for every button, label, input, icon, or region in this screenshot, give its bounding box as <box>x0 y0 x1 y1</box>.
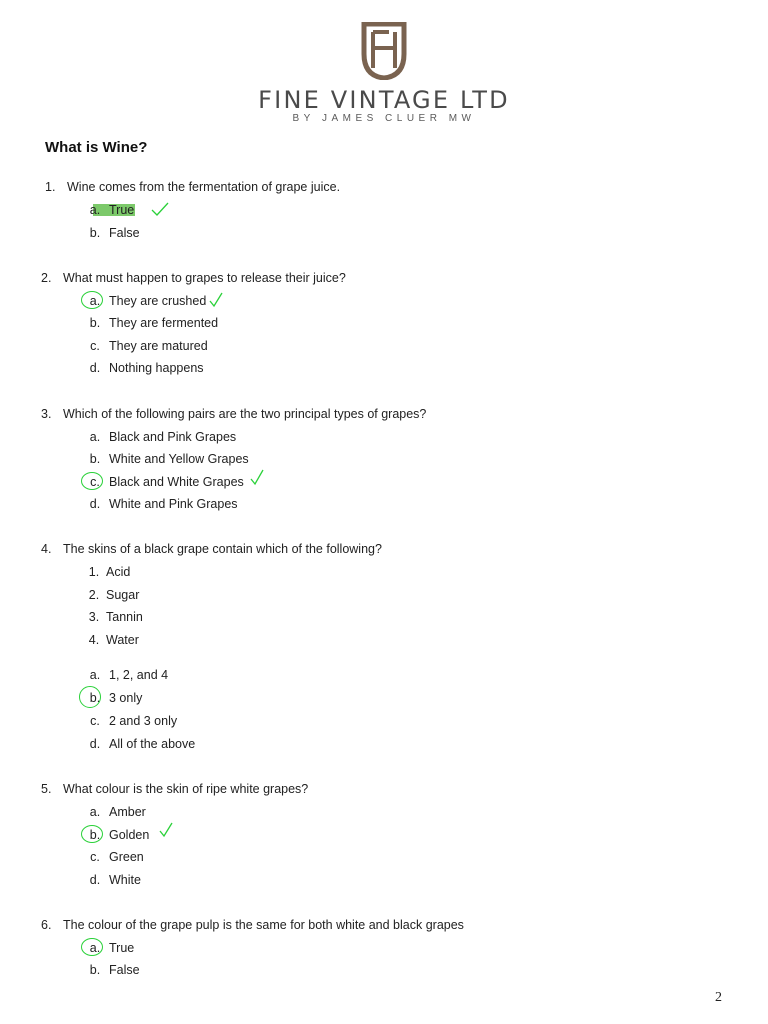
question-text: What colour is the skin of ripe white grapes? <box>63 782 309 796</box>
option-text: True <box>109 203 135 217</box>
question-number: 5. <box>41 782 52 796</box>
option-marker: a. <box>89 430 101 444</box>
question-text: Which of the following pairs are the two principal types of grapes? <box>63 407 427 421</box>
option-text: Nothing happens <box>109 361 204 375</box>
item-text: Acid <box>106 565 131 579</box>
option-marker: a. <box>89 668 101 682</box>
checkmark-icon <box>150 201 170 217</box>
question-number: 1. <box>45 180 56 194</box>
option-text: White <box>109 873 141 887</box>
question-number: 4. <box>41 542 52 556</box>
item-text: Tannin <box>106 610 143 624</box>
item-text: Water <box>106 633 139 647</box>
option-marker: b. <box>89 963 101 977</box>
checkmark-icon <box>158 822 174 838</box>
option-text: True <box>109 941 135 955</box>
option-marker: d. <box>89 873 101 887</box>
option-text: 3 only <box>109 691 143 705</box>
option-marker: b. <box>89 316 101 330</box>
option-marker: b. <box>89 828 101 842</box>
option-marker: c. <box>90 850 100 864</box>
option-marker: c. <box>90 714 100 728</box>
option-marker: c. <box>90 339 100 353</box>
option-marker: a. <box>89 203 101 217</box>
question-text: What must happen to grapes to release their juice? <box>63 271 346 285</box>
question-text: The skins of a black grape contain which of the following? <box>63 542 382 556</box>
page-number: 2 <box>715 990 722 1005</box>
option-marker: c. <box>90 475 100 489</box>
question-number: 2. <box>41 271 52 285</box>
option-text: Green <box>109 850 144 864</box>
option-text: 2 and 3 only <box>109 714 178 728</box>
brand-logo <box>0 22 768 80</box>
option-text: Black and Pink Grapes <box>109 430 237 444</box>
option-text: They are crushed <box>109 294 207 308</box>
page-title: What is Wine? <box>45 139 148 156</box>
option-text: 1, 2, and 4 <box>109 668 169 682</box>
option-marker: d. <box>89 497 101 511</box>
checkmark-icon <box>208 292 224 308</box>
option-text: They are matured <box>109 339 208 353</box>
item-text: Sugar <box>106 588 140 602</box>
option-marker: b. <box>89 452 101 466</box>
option-text: White and Pink Grapes <box>109 497 238 511</box>
option-text: False <box>109 963 140 977</box>
checkmark-icon <box>249 469 265 487</box>
fv-monogram-icon <box>359 22 409 80</box>
item-marker: 2. <box>88 588 100 602</box>
option-text: False <box>109 226 140 240</box>
brand-name: FINE VINTAGE LTD <box>258 86 510 114</box>
option-text: White and Yellow Grapes <box>109 452 249 466</box>
option-marker: a. <box>89 941 101 955</box>
option-marker: b. <box>89 226 101 240</box>
option-text: Amber <box>109 805 146 819</box>
option-marker: a. <box>89 805 101 819</box>
option-marker: d. <box>89 737 101 751</box>
option-marker: d. <box>89 361 101 375</box>
option-text: They are fermented <box>109 316 219 330</box>
option-marker: b. <box>89 691 101 705</box>
option-text: All of the above <box>109 737 196 751</box>
question-text: Wine comes from the fermentation of grape juice. <box>67 180 341 194</box>
brand-tagline: BY JAMES CLUER MW <box>292 113 476 124</box>
question-text: The colour of the grape pulp is the same for both white and black grapes <box>63 918 464 932</box>
question-number: 3. <box>41 407 52 421</box>
item-marker: 1. <box>88 565 100 579</box>
question-number: 6. <box>41 918 52 932</box>
item-marker: 3. <box>88 610 100 624</box>
option-text: Black and White Grapes <box>109 475 244 489</box>
item-marker: 4. <box>88 633 100 647</box>
option-marker: a. <box>89 294 101 308</box>
option-text: Golden <box>109 828 150 842</box>
